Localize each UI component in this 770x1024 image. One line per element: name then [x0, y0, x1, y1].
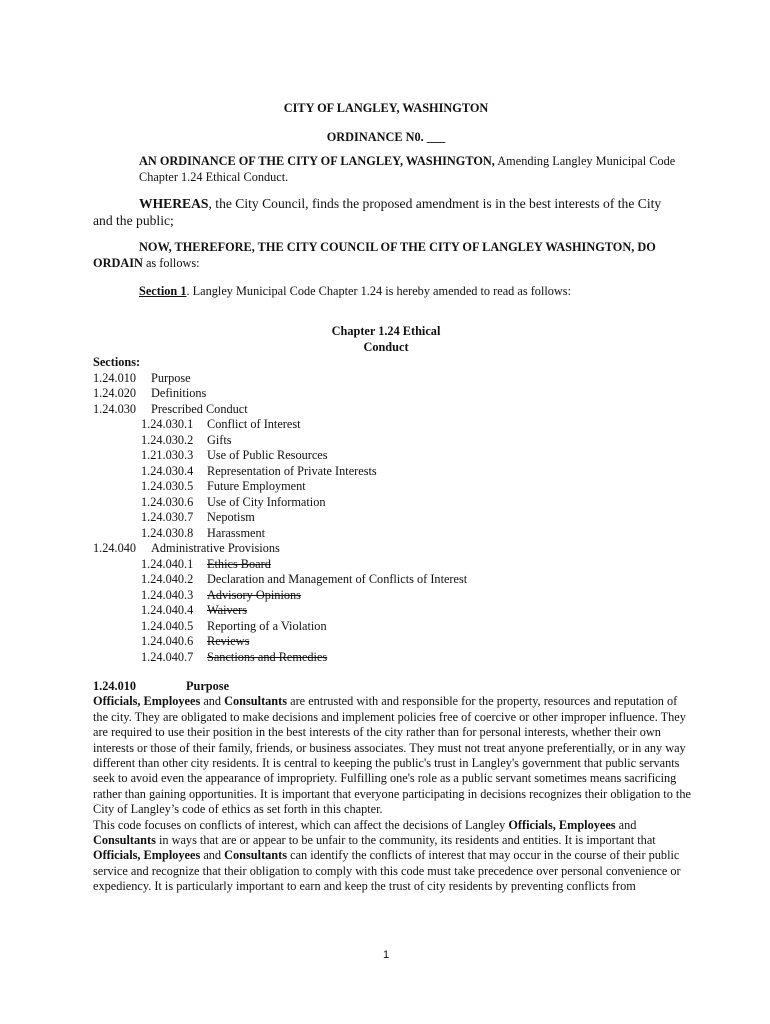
toc-subitem: 1.24.030.2 Gifts [141, 432, 232, 447]
purpose-section [93, 679, 693, 895]
purpose-paragraph-2: This code focuses on conflicts of interest, which can affect the decisions of Langley Officials, Employees and Consultants in ways that are or appear to be unfair to the community, its residents and entities. It is important that Officials, Employees and Consultants can identify the conflicts of interest that may occur in the course of their public service and recognize that their obligation to comply with this code must take precedence over personal convenience or expediency. It is particularly important to earn and keep the trust of city residents by preventing conflicts from [93, 817, 681, 894]
toc-subitem: 1.24.040.5 Reporting of a Violation [141, 618, 327, 633]
toc-item: 1.24.040 Administrative Provisions [93, 541, 280, 555]
toc-subitem-struck: 1.24.040.3 Advisory Opinions [141, 587, 301, 602]
toc-subitem: 1.24.040.2 Declaration and Management of Conflicts of Interest [141, 572, 468, 586]
toc-subitem: 1.24.030.8 Harassment [141, 525, 266, 540]
table-of-contents [93, 355, 713, 665]
toc-subitem-struck: 1.24.040.7 Sanctions and Remedies [141, 649, 328, 664]
city-heading: CITY OF LANGLEY, WASHINGTON [283, 101, 489, 115]
toc-item: 1.24.030 Prescribed Conduct [93, 401, 248, 416]
now-therefore-bold: NOW, THEREFORE, THE CITY COUNCIL OF THE CITY OF LANGLEY WASHINGTON, DO ORDAIN [93, 240, 656, 270]
toc-subitem: 1.24.030.1 Conflict of Interest [141, 417, 301, 431]
now-therefore-text: as follows: [142, 255, 200, 270]
whereas-clause [93, 195, 679, 229]
now-therefore-clause [93, 240, 679, 271]
page-number: 1 [382, 949, 390, 961]
purpose-heading: 1.24.010 Purpose [93, 679, 230, 693]
toc-subitem: 1.24.030.4 Representation of Private Interests [141, 463, 377, 478]
toc-subitem-struck: 1.24.040.4 Waivers [141, 603, 247, 617]
ordinance-number: ORDINANCE N0. ___ [326, 130, 446, 144]
ordinance-title-bold: AN ORDINANCE OF THE CITY OF LANGLEY, WASHINGTON, [139, 154, 495, 168]
toc-subitem: 1.24.030.5 Future Employment [141, 479, 306, 493]
ordinance-title [139, 154, 679, 185]
toc-subitem: 1.21.030.3 Use of Public Resources [141, 448, 328, 462]
chapter-title-line1: Chapter 1.24 Ethical [331, 324, 441, 338]
section-1-text: . Langley Municipal Code Chapter 1.24 is hereby amended to read as follows: [186, 284, 572, 298]
whereas-text: , the City Council, finds the proposed amendment is in the best interests of the City and the public; [93, 196, 662, 228]
ordinance-title-rest: Amending Langley Municipal Code Chapter 1.24 Ethical Conduct. [139, 154, 676, 184]
toc-subitem: 1.24.030.6 Use of City Information [141, 494, 326, 509]
section-1 [139, 284, 679, 300]
section-1-label: Section 1 [139, 284, 187, 298]
chapter-title-line2: Conduct [363, 339, 409, 354]
whereas-label: WHEREAS [139, 196, 209, 211]
toc-item: 1.24.020 Definitions [93, 386, 207, 400]
toc-subitem-struck: 1.24.040.6 Reviews [141, 634, 250, 648]
chapter-title [93, 324, 679, 355]
purpose-paragraph-1: Officials, Employees and Consultants are entrusted with and responsible for the property, resources and reputation of the city. They are obligated to make decisions and implement policies free of coercive or other improper influence. They are required to use their position in the best interests of the city rather than for personal interests, whether their own interests or those of their family, friends, or business associates. They must not treat anyone preferentially, or in any way different than other city residents. It is central to keeping the public's trust in Langley's government that public servants seek to avoid even the appearance of impropriety. Fulfilling one's role as a public servant sometimes means sacrificing rather than gaining opportunities. It is important that everyone participating in decisions recognizes their obligation to the City of Langley’s code of ethics as set forth in this chapter. [93, 694, 691, 817]
toc-subitem-struck: 1.24.040.1 Ethics Board [141, 556, 271, 571]
toc-item: 1.24.010 Purpose [93, 370, 191, 385]
sections-heading: Sections: [93, 355, 141, 369]
toc-subitem: 1.24.030.7 Nepotism [141, 510, 255, 524]
